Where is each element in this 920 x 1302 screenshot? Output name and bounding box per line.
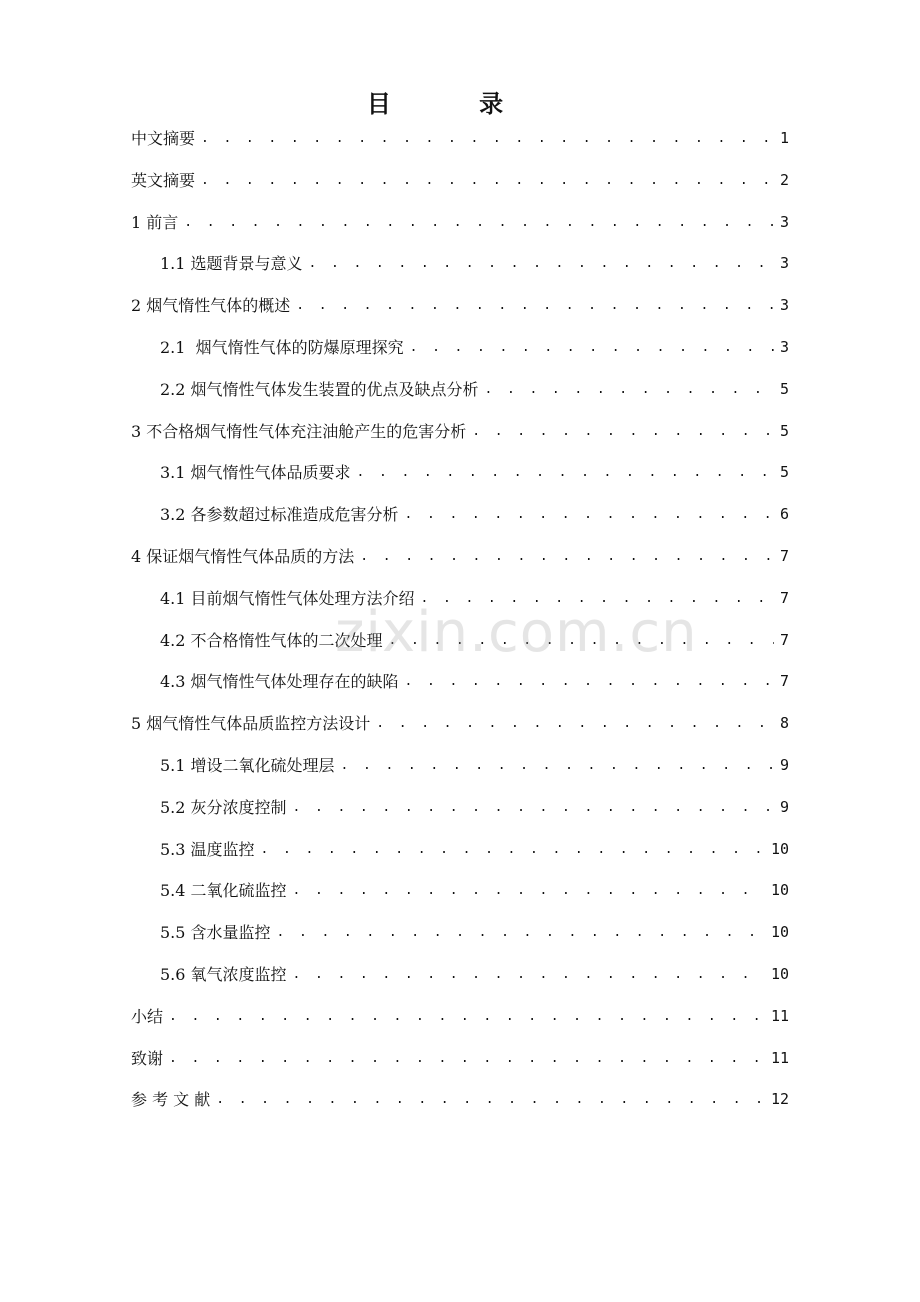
toc-leader-dots (201, 118, 774, 160)
toc-leader-dots (357, 452, 774, 494)
toc-entry-label: 2 烟气惰性气体的概述 (131, 296, 291, 316)
toc-entry-label: 中文摘要 (131, 129, 196, 148)
toc-entry[interactable] (131, 285, 789, 327)
toc-entry[interactable] (131, 369, 789, 411)
toc-entry[interactable] (131, 620, 789, 662)
toc-entry-page: 1 (779, 129, 789, 147)
toc-leader-dots (261, 829, 765, 871)
toc-entry-label: 4.3 烟气惰性气体处理存在的缺陷 (160, 672, 399, 692)
toc-entry-page: 10 (770, 923, 789, 942)
toc-entry[interactable] (131, 118, 789, 160)
toc-leader-dots (277, 912, 765, 954)
toc-entry-label: 5.4 二氧化硫监控 (160, 881, 287, 901)
toc-entry[interactable] (131, 452, 789, 494)
toc-entry-page: 10 (770, 881, 789, 900)
toc-entry-label: 2.2 烟气惰性气体发生装置的优点及缺点分析 (160, 379, 479, 399)
toc-leader-dots (341, 745, 774, 787)
toc-entry-label: 英文摘要 (131, 170, 196, 190)
toc-entry[interactable] (131, 202, 789, 244)
toc-entry-page: 3 (779, 337, 789, 356)
toc-entry[interactable] (131, 870, 789, 912)
toc-entry[interactable] (131, 536, 789, 578)
toc-leader-dots (405, 494, 774, 536)
toc-entry[interactable] (131, 954, 789, 996)
toc-entry-label: 5.3 温度监控 (160, 839, 255, 859)
toc-entry-page: 5 (779, 463, 789, 482)
toc-entry-page: 3 (779, 296, 789, 315)
toc-entry[interactable] (131, 912, 789, 954)
toc-entry[interactable] (131, 1079, 789, 1121)
toc-entry[interactable] (131, 243, 789, 285)
toc-entry-label: 5 烟气惰性气体品质监控方法设计 (131, 714, 371, 734)
toc-entry-label: 3.2 各参数超过标准造成危害分析 (160, 505, 399, 525)
toc-leader-dots (472, 411, 774, 453)
toc-entry-page: 5 (779, 379, 789, 398)
toc-entry-page: 10 (770, 964, 789, 983)
watermark: zixin.com.cn (335, 600, 698, 665)
toc-entry[interactable] (131, 411, 789, 453)
toc-entry-page: 2 (779, 170, 789, 189)
toc-entry-label: 5.1 增设二氧化硫处理层 (160, 755, 335, 775)
toc-entry[interactable] (131, 578, 789, 620)
toc-entry-page: 8 (779, 714, 789, 733)
toc-leader-dots (485, 369, 774, 411)
toc-entry-page: 3 (779, 254, 789, 273)
toc-leader-dots (201, 160, 774, 202)
toc-entry-page: 12 (770, 1090, 789, 1109)
toc-entry-label: 4.2 不合格惰性气体的二次处理 (160, 630, 383, 650)
toc-leader-dots (410, 327, 774, 369)
toc-entry-page: 7 (779, 672, 789, 691)
toc-entry-label: 2.1 烟气惰性气体的防爆原理探究 (160, 337, 404, 357)
toc-entry-label: 3 不合格烟气惰性气体充注油舱产生的危害分析 (131, 421, 467, 441)
toc-entry-page: 11 (770, 1048, 789, 1067)
toc-leader-dots (184, 202, 774, 244)
toc-leader-dots (293, 954, 765, 996)
toc-entry-label: 小结 (131, 1006, 164, 1026)
toc-entry-page: 6 (779, 505, 789, 524)
toc-entry-page: 5 (779, 421, 789, 440)
toc-entry-label: 致谢 (131, 1048, 164, 1068)
toc-entry-page: 10 (770, 839, 789, 858)
toc-entry-label: 1.1 选题背景与意义 (160, 254, 303, 274)
toc-list (131, 118, 789, 1121)
toc-entry-page: 3 (779, 212, 789, 231)
toc-entry[interactable] (131, 829, 789, 871)
toc-entry-page: 11 (770, 1006, 789, 1025)
toc-leader-dots (169, 1038, 765, 1080)
toc-entry[interactable] (131, 703, 789, 745)
toc-leader-dots (405, 661, 774, 703)
toc-entry-page: 7 (779, 630, 789, 649)
toc-leader-dots (421, 578, 774, 620)
toc-entry[interactable] (131, 494, 789, 536)
toc-leader-dots (293, 787, 774, 829)
toc-entry-page: 9 (779, 797, 789, 816)
toc-entry[interactable] (131, 745, 789, 787)
toc-entry[interactable] (131, 661, 789, 703)
toc-entry-label: 4 保证烟气惰性气体品质的方法 (131, 546, 355, 566)
toc-entry[interactable] (131, 996, 789, 1038)
toc-entry-label: 5.6 氧气浓度监控 (160, 964, 287, 984)
toc-entry[interactable] (131, 1038, 789, 1080)
toc-entry-page: 7 (779, 546, 789, 565)
toc-entry[interactable] (131, 327, 789, 369)
toc-leader-dots (360, 536, 774, 578)
toc-leader-dots (309, 243, 774, 285)
toc-entry-page: 7 (779, 588, 789, 607)
toc-entry-label: 4.1 目前烟气惰性气体处理方法介绍 (160, 588, 415, 608)
toc-entry[interactable] (131, 787, 789, 829)
toc-entry-label: 5.5 含水量监控 (160, 923, 271, 943)
toc-leader-dots (216, 1079, 765, 1121)
toc-entry-label: 3.1 烟气惰性气体品质要求 (160, 463, 351, 483)
toc-leader-dots (296, 285, 774, 327)
toc-entry-page: 9 (779, 755, 789, 774)
toc-leader-dots (293, 870, 765, 912)
toc-leader-dots (169, 996, 765, 1038)
toc-entry-label: 5.2 灰分浓度控制 (160, 797, 287, 817)
toc-title: 目 录 (366, 90, 544, 118)
toc-entry-label: 1 前言 (131, 212, 179, 232)
toc-entry[interactable] (131, 160, 789, 202)
toc-entry-label: 参 考 文 献 (131, 1090, 211, 1110)
toc-leader-dots (376, 703, 774, 745)
toc-leader-dots (389, 620, 774, 662)
